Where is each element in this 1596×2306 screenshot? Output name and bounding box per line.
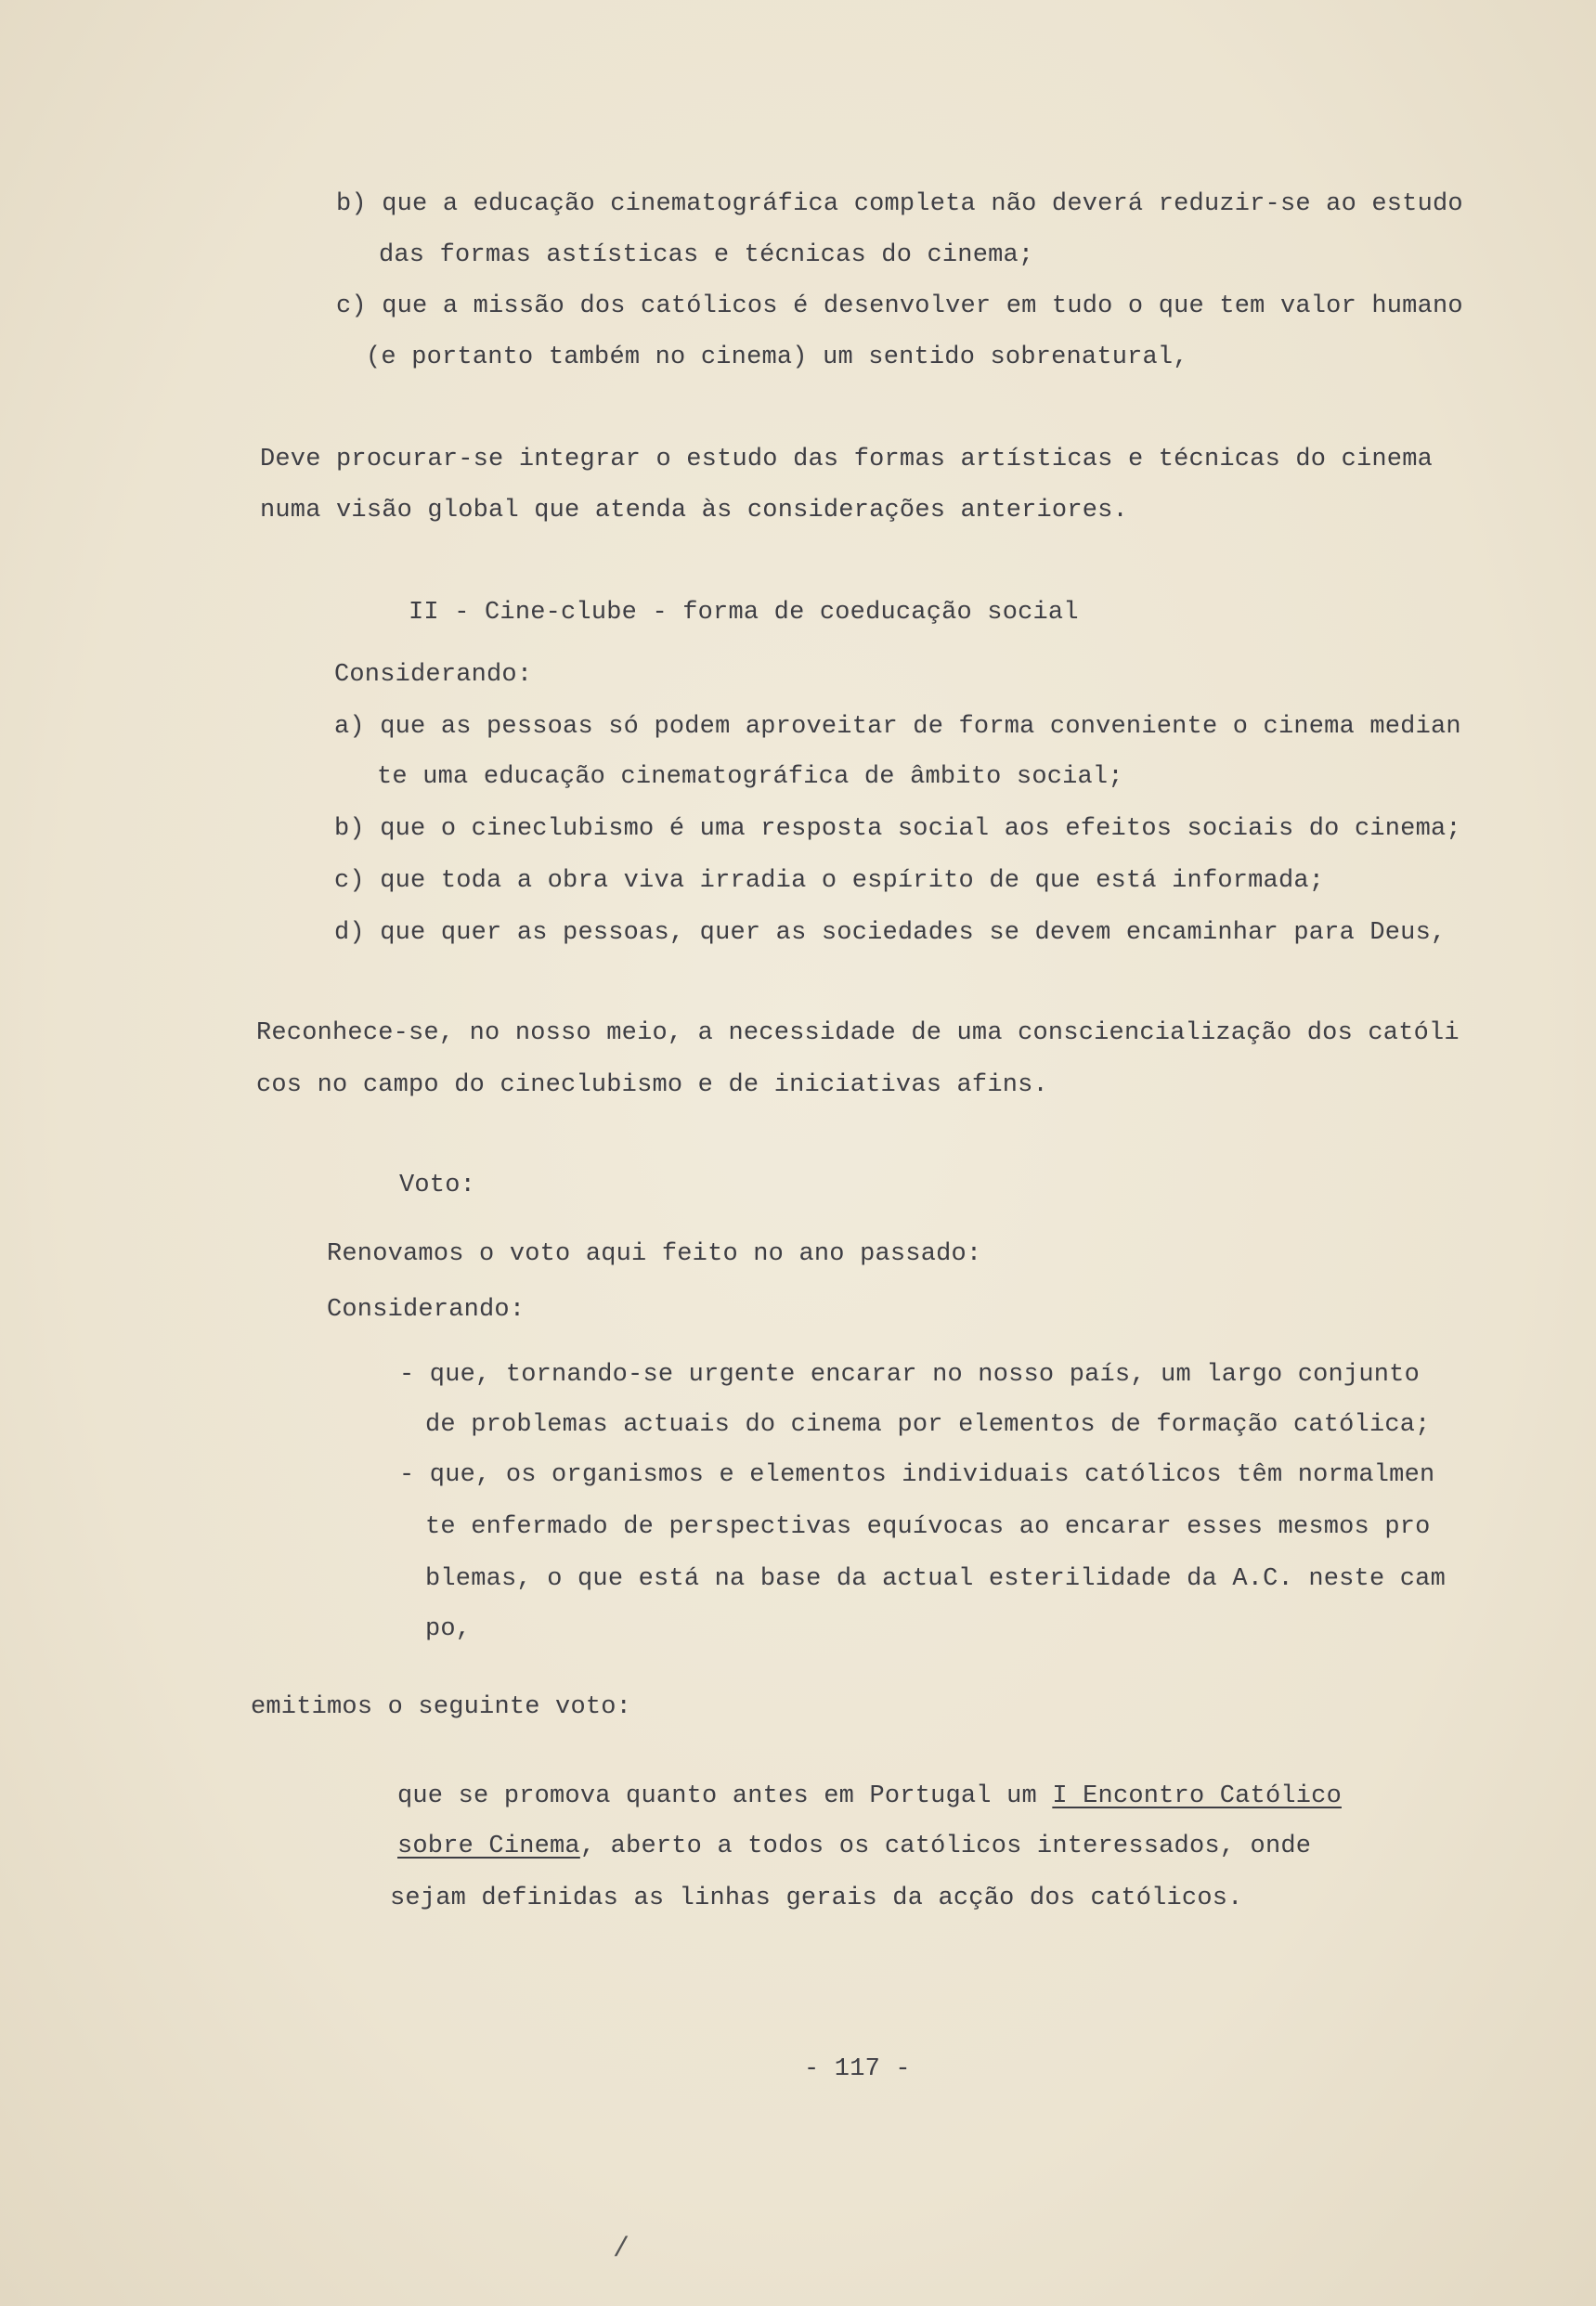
item-a-line-2: te uma educação cinematográfica de âmbito social; [377, 763, 1123, 791]
voto-heading: Voto: [399, 1172, 476, 1199]
item-c-line-2: (e portanto também no cinema) um sentido sobrenatural, [366, 343, 1188, 371]
voto-text-line-2 [397, 1831, 1311, 1862]
voto-text-line-1 [397, 1781, 1342, 1812]
paragraph-reconhece-line-2: cos no campo do cineclubismo e de iniciativas afins. [256, 1071, 1048, 1099]
item-b-cineclubismo: b) que o cineclubismo é uma resposta social aos efeitos sociais do cinema; [334, 815, 1461, 843]
emitimos-line: emitimos o seguinte voto: [251, 1693, 632, 1721]
section-heading-cine-clube: II - Cine-clube - forma de coeducação social [409, 599, 1079, 627]
considerando-label: Considerando: [334, 661, 533, 689]
pencil-mark: / [613, 2234, 630, 2265]
item-b-line-2: das formas astísticas e técnicas do cinema; [379, 241, 1034, 269]
voto-text-1-plain: que se promova quanto antes em Portugal um [397, 1782, 1053, 1810]
paragraph-integrar-line-1: Deve procurar-se integrar o estudo das formas artísticas e técnicas do cinema [260, 446, 1434, 473]
dash-item-2-line-1: - que, os organismos e elementos individuais católicos têm normalmen [399, 1461, 1435, 1489]
voto-considerando: Considerando: [327, 1296, 526, 1324]
voto-text-line-3: sejam definidas as linhas gerais da acção dos católicos. [390, 1885, 1243, 1912]
dash-item-1-line-2: de problemas actuais do cinema por elementos de formação católica; [425, 1411, 1431, 1439]
item-b-line-1: b) que a educação cinematográfica completa não deverá reduzir-se ao estudo [336, 190, 1463, 218]
item-d-deus: d) que quer as pessoas, quer as sociedades se devem encaminhar para Deus, [334, 919, 1447, 947]
voto-text-2-plain: , aberto a todos os católicos interessados, onde [579, 1833, 1312, 1860]
dash-item-2-line-2: te enfermado de perspectivas equívocas ao encarar esses mesmos pro [425, 1513, 1431, 1541]
item-c-obra-viva: c) que toda a obra viva irradia o espírito de que está informada; [334, 867, 1325, 895]
voto-intro: Renovamos o voto aqui feito no ano passado: [327, 1240, 982, 1268]
dash-item-2-line-3: blemas, o que está na base da actual esterilidade da A.C. neste cam [425, 1565, 1446, 1593]
paragraph-integrar-line-2: numa visão global que atenda às considerações anteriores. [260, 497, 1128, 525]
page-number: - 117 - [804, 2055, 911, 2083]
encontro-title-part-2: sobre Cinema [397, 1833, 580, 1860]
item-a-line-1: a) que as pessoas só podem aproveitar de forma conveniente o cinema median [334, 713, 1461, 741]
paragraph-reconhece-line-1: Reconhece-se, no nosso meio, a necessidade de uma consciencialização dos católi [256, 1019, 1460, 1047]
item-c-line-1: c) que a missão dos católicos é desenvolver em tudo o que tem valor humano [336, 292, 1463, 320]
encontro-title-part-1: I Encontro Católico [1052, 1782, 1342, 1810]
dash-item-1-line-1: - que, tornando-se urgente encarar no nosso país, um largo conjunto [399, 1361, 1420, 1389]
dash-item-2-line-4: po, [425, 1615, 472, 1643]
